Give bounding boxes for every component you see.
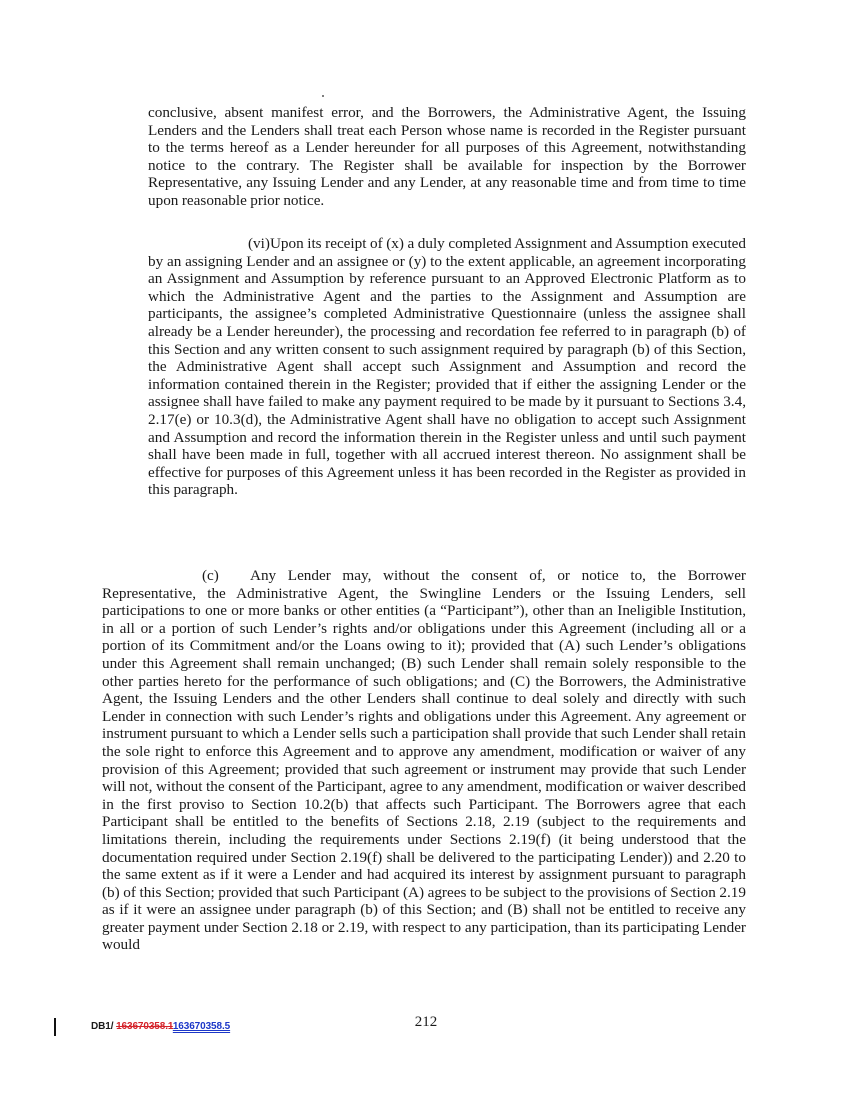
footer-doc-inserted: 163670358.5 bbox=[172, 1021, 231, 1032]
paragraph-c bbox=[102, 567, 746, 954]
footer-document-id bbox=[91, 1021, 230, 1032]
paragraph-vi-number: (vi) bbox=[248, 235, 270, 252]
paragraph-register-continuation: conclusive, absent manifest error, and the Borrowers, the Administrative Agent, the Issuing Lenders and the Lenders shall treat each Person whose name is recorded in the Register pursuant to the terms hereof as a Lender hereunder for all purposes of this Agreement, notwithstanding notice to the contrary. The Register shall be available for inspection by the Borrower Representative, any Issuing Lender and any Lender, at any reasonable time and from time to time upon reasonable prior notice. bbox=[148, 104, 746, 209]
change-bar bbox=[54, 1018, 56, 1036]
paragraph-c-number: (c) bbox=[202, 567, 219, 584]
page-number: 212 bbox=[414, 1014, 438, 1030]
footer-doc-deleted: 163670358.1 bbox=[116, 1021, 173, 1032]
paragraph-vi bbox=[148, 235, 746, 499]
paragraph-vi-text: Upon its receipt of (x) a duly completed Assignment and Assumption executed by an assigning Lender and an assignee or (y) to the extent applicable, an agreement incorporating an Assignment and Assumption by reference pursuant to an Approved Electronic Platform as to which the Administrative Agent and the parties to the Assignment and Assumption are participants, the assignee’s completed Administrative Questionnaire (unless the assignee shall already be a Lender hereunder), the processing and recordation fee referred to in paragraph (b) of this Section and any written consent to such assignment required by paragraph (b) of this Section, the Administrative Agent shall accept such Assignment and Assumption and record the information contained therein in the Register; provided that if either the assigning Lender or the assignee shall have failed to make any payment required to be made by it pursuant to Sections 3.4, 2.17(e) or 10.3(d), the Administrative Agent shall have no obligation to accept such Assignment and Assumption and record the information therein in the Register unless and until such payment shall have been made in full, together with all accrued interest thereon. No assignment shall be effective for purposes of this Agreement unless it has been recorded in the Register as provided in this paragraph. bbox=[148, 235, 746, 499]
paragraph-c-text: Any Lender may, without the consent of, or notice to, the Borrower Representative, the Administrative Agent, the Swingline Lenders or the Issuing Lenders, sell participations to one or more banks or other entities (a “Participant”), other than an Ineligible Institution, in all or a portion of such Lender’s rights and/or obligations under this Agreement (including all or a portion of its Commitment and/or the Loans owing to it); provided that (A) such Lender’s obligations under this Agreement shall remain unchanged; (B) such Lender shall remain solely responsible to the other parties hereto for the performance of such obligations; and (C) the Borrowers, the Administrative Agent, the Issuing Lenders and the other Lenders shall continue to deal solely and directly with such Lender in connection with such Lender’s rights and obligations under this Agreement. Any agreement or instrument pursuant to which a Lender sells such a participation shall provide that such Lender shall retain the sole right to enforce this Agreement and to approve any amendment, modification or waiver of any provision of this Agreement; provided that such agreement or instrument may provide that such Lender will not, without the consent of the Participant, agree to any amendment, modification or waiver described in the first proviso to Section 10.2(b) that affects such Participant. The Borrowers agree that each Participant shall be entitled to the benefits of Sections 2.18, 2.19 (subject to the requirements and limitations therein, including the requirements under Sections 2.19(f) (it being understood that the documentation required under Section 2.19(f) shall be delivered to the participating Lender)) and 2.20 to the same extent as if it were a Lender and had acquired its interest by assignment pursuant to paragraph (b) of this Section; provided that such Participant (A) agrees to be subject to the provisions of Section 2.19 as if it were an assignee under paragraph (b) of this Section; and (B) shall not be entitled to receive any greater payment under Section 2.18 or 2.19, with respect to any participation, than its participating Lender would bbox=[102, 567, 746, 954]
footer-doc-prefix: DB1/ bbox=[91, 1021, 117, 1032]
scan-mark bbox=[322, 95, 324, 97]
